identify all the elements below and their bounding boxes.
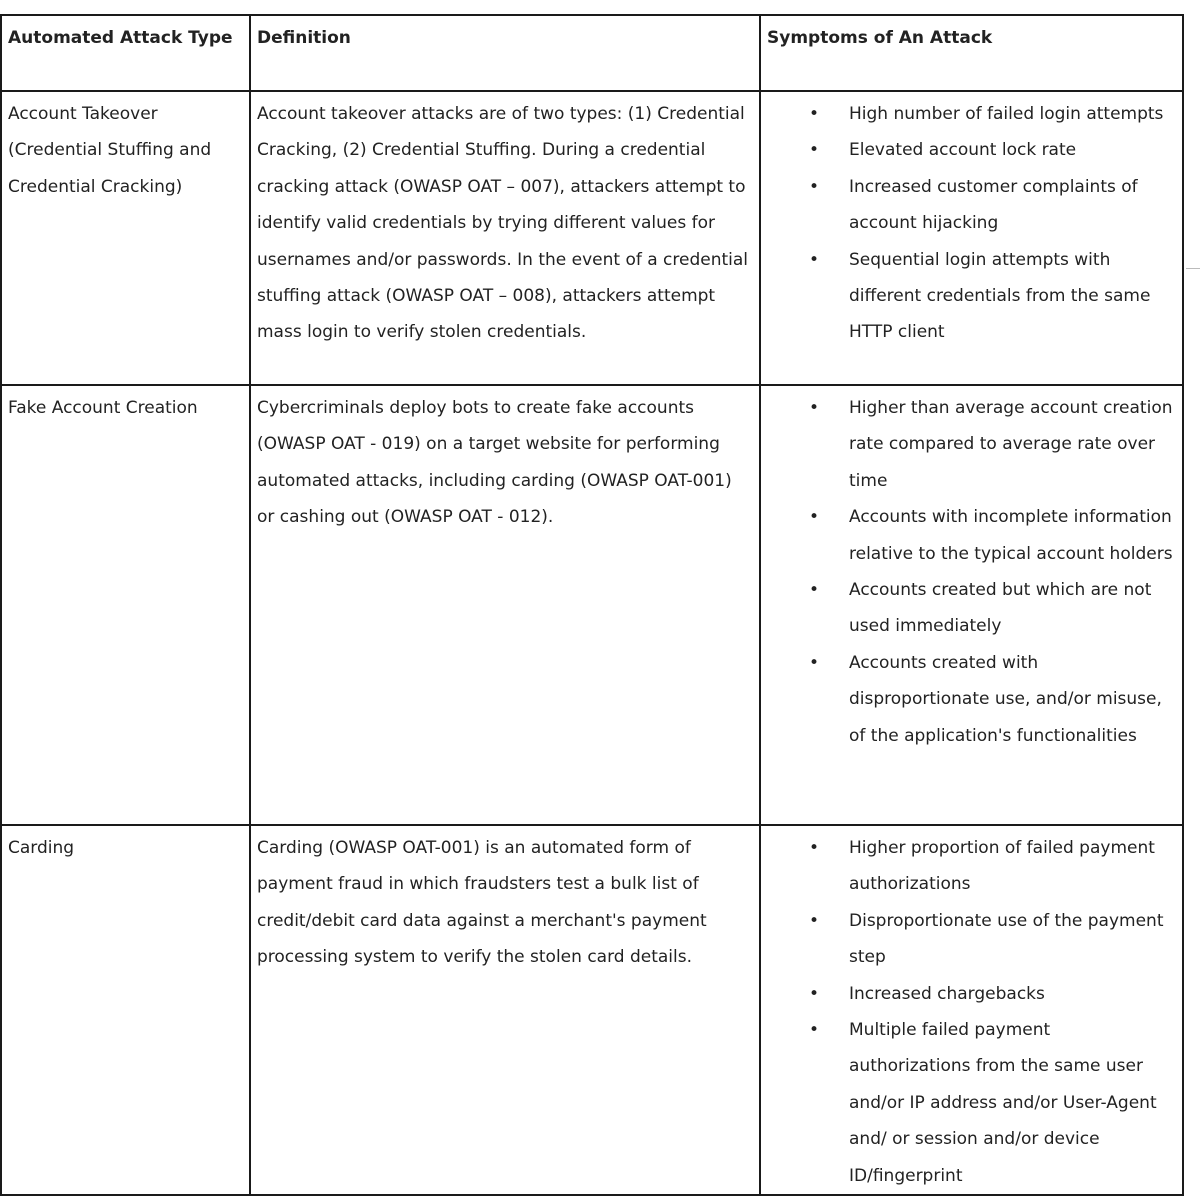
table-row: [1, 825, 1183, 1195]
margin-divider-line: [1186, 268, 1200, 269]
symptom-item: • Increased customer complaints of account hijacking: [767, 169, 1182, 242]
symptom-item: • Accounts created but which are not used immediately: [767, 572, 1182, 645]
symptom-item: • Sequential login attempts with different credentials from the same HTTP client: [767, 242, 1182, 351]
symptom-item: • Higher than average account creation rate compared to average rate over time: [767, 390, 1182, 499]
definition-text: Account takeover attacks are of two types: (1) Credential Cracking, (2) Credential Stuffing. During a credential cracking attack (OWASP OAT – 007), attackers attempt to identify valid credentials by trying different values for usernames and/or passwords. In the event of a credential stuffing attack (OWASP OAT – 008), attackers attempt mass login to verify stolen credentials.: [257, 104, 749, 343]
attack-types-table: [0, 14, 1184, 1196]
symptoms-cell: [760, 825, 1183, 1195]
symptoms-list: [767, 96, 1182, 351]
symptom-item: • Higher proportion of failed payment authorizations: [767, 830, 1182, 903]
definition-cell: [250, 91, 760, 385]
header-symptoms: Symptoms of An Attack: [760, 15, 1183, 91]
symptoms-cell: [760, 91, 1183, 385]
symptoms-list: [767, 830, 1182, 1194]
definition-cell: [250, 825, 760, 1195]
attack-type-cell: Carding: [1, 825, 250, 1195]
symptom-item: • Increased chargebacks: [767, 976, 1182, 1012]
table-row: [1, 385, 1183, 825]
attack-type-cell: Account Takeover (Credential Stuffing and Credential Cracking): [1, 91, 250, 385]
symptom-item: • Elevated account lock rate: [767, 132, 1182, 168]
symptom-item: • Disproportionate use of the payment step: [767, 903, 1182, 976]
symptom-item: • Accounts with incomplete information relative to the typical account holders: [767, 499, 1182, 572]
table-row: [1, 91, 1183, 385]
symptom-item: • Multiple failed payment authorizations from the same user and/or IP address and/or User-Agent and/ or session and/or device ID/fingerprint: [767, 1012, 1182, 1194]
attack-type-cell: Fake Account Creation: [1, 385, 250, 825]
symptom-item: • High number of failed login attempts: [767, 96, 1182, 132]
header-definition: Definition: [250, 15, 760, 91]
table-header-row: [1, 15, 1183, 91]
definition-cell: [250, 385, 760, 825]
definition-text: Carding (OWASP OAT-001) is an automated form of payment fraud in which fraudsters test a bulk list of credit/debit card data against a merchant's payment processing system to verify the stolen card details.: [257, 838, 707, 968]
symptoms-cell: [760, 385, 1183, 825]
symptoms-list: [767, 390, 1182, 754]
definition-text: Cybercriminals deploy bots to create fake accounts (OWASP OAT - 019) on a target website for performing automated attacks, including carding (OWASP OAT-001) or cashing out (OWASP OAT - 012).: [257, 398, 732, 528]
header-attack-type: Automated Attack Type: [1, 15, 250, 91]
symptom-item: • Accounts created with disproportionate use, and/or misuse, of the application's functionalities: [767, 645, 1182, 754]
